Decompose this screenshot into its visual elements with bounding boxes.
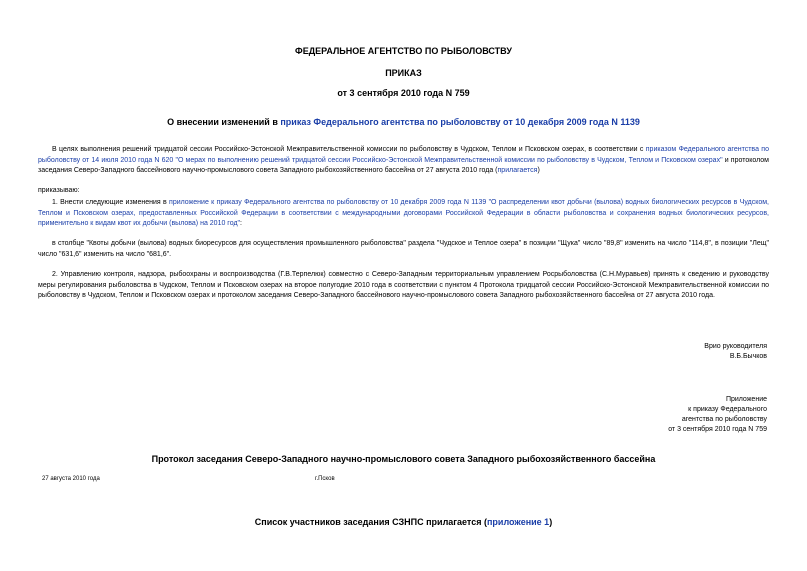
protocol-date: 27 августа 2010 года (42, 476, 100, 482)
preamble-text-b: и протоколом заседания Северо-Западного бассейнового научно-промыслового совета Западного рыбохозяйственного бассейна от 27 августа 2010 года ( (38, 156, 769, 174)
doc-date-number: от 3 сентября 2010 года N 759 (337, 88, 470, 98)
preamble-text-c: ) (537, 167, 540, 174)
item-1-link[interactable]: приложение к приказу Федерального агентства по рыболовству от 10 декабря 2009 года N 1139 "О распределении квот добычи (вылова) водных биологических ресурсов в Чудском, Теплом и Псковском озерах, предоставленных Российской Федерации в соответствии с международными договорами Российской Федерации в области рыболовства и сохранения водных биологических ресурсов, применительно к видам квот их добычи (вылова) на 2010 год" (38, 199, 769, 227)
participants-suffix: ) (549, 517, 553, 527)
signature-block (704, 342, 767, 362)
appendix-line-2: к приказу Федерального (688, 406, 767, 413)
preamble-paragraph (38, 145, 769, 177)
item-2: 2. Управлению контроля, надзора, рыбоохраны и воспроизводства (Г.В.Терпелюк) совместно с Северо-Западным территориальным управлением Росрыболовства (С.Н.Муравьев) принять к сведению и руководству меры регулирования рыболовства в Чудском, Теплом и Псковском озерах на второе полугодие 2010 года в соответствии с пунктом 4 Протокола тридцатой сессии Российско-Эстонской Межправительственной комиссии по рыболовству в Чудском, Теплом и Псковском озерах и протоколом заседания Северо-Западного бассейнового научно-промыслового совета Западного рыбохозяйственного бассейна от 27 августа 2010 года. (38, 271, 769, 299)
doc-title (0, 117, 807, 127)
preamble-text-a: В целях выполнения решений тридцатой сессии Российско-Эстонской Межправительственной комиссии по рыболовству в Чудском, Теплом и Псковском озерах, в соответствии с (52, 146, 646, 153)
protocol-title: Протокол заседания Северо-Западного научно-промыслового совета Западного рыбохозяйственного бассейна (151, 454, 656, 464)
title-link[interactable]: приказ Федерального агентства по рыболовству от 10 декабря 2009 года N 1139 (280, 117, 640, 127)
order-word: приказываю: (38, 187, 80, 194)
signature-role: Врио руководителя (704, 343, 767, 350)
item-1-text-a: 1. Внести следующие изменения в (52, 199, 170, 206)
participants-appendix-link[interactable]: приложение 1 (486, 517, 550, 527)
item-1-text-b: : (240, 220, 242, 227)
appendix-reference (668, 395, 767, 435)
protocol-place: г.Псков (315, 476, 335, 482)
item-1 (38, 198, 769, 230)
appendix-line-3: агентства по рыболовству (681, 416, 767, 423)
item-1-detail: в столбце "Квоты добычи (вылова) водных биоресурсов для осуществления промышленного рыболовства" раздела "Чудское и Теплое озера" в позиции "Щука" число "89,8" изменить на число "114,8", в позиции "Лещ" число "631,6" изменить на число "681,6". (38, 240, 769, 258)
doc-type: ПРИКАЗ (385, 68, 422, 78)
preamble-link-order-620[interactable]: приказом Федерального агентства по рыболовству от 14 июля 2010 года N 620 "О мерах по выполнению решений тридцатой сессии Российско-Эстонской Межправительственной комиссии по рыболовству в Чудском, Теплом и Псковском озерах" (38, 146, 769, 164)
title-prefix: О внесении изменений в (167, 117, 281, 127)
appendix-line-4: от 3 сентября 2010 года N 759 (668, 426, 767, 433)
preamble-link-attached[interactable]: прилагается (497, 167, 538, 174)
appendix-line-1: Приложение (725, 396, 767, 403)
participants-prefix: Список участников заседания СЗНПС прилагается ( (254, 517, 487, 527)
signature-name: В.Б.Бычков (729, 353, 767, 360)
agency-name: ФЕДЕРАЛЬНОЕ АГЕНТСТВО ПО РЫБОЛОВСТВУ (295, 46, 512, 56)
participants-line (0, 517, 807, 527)
